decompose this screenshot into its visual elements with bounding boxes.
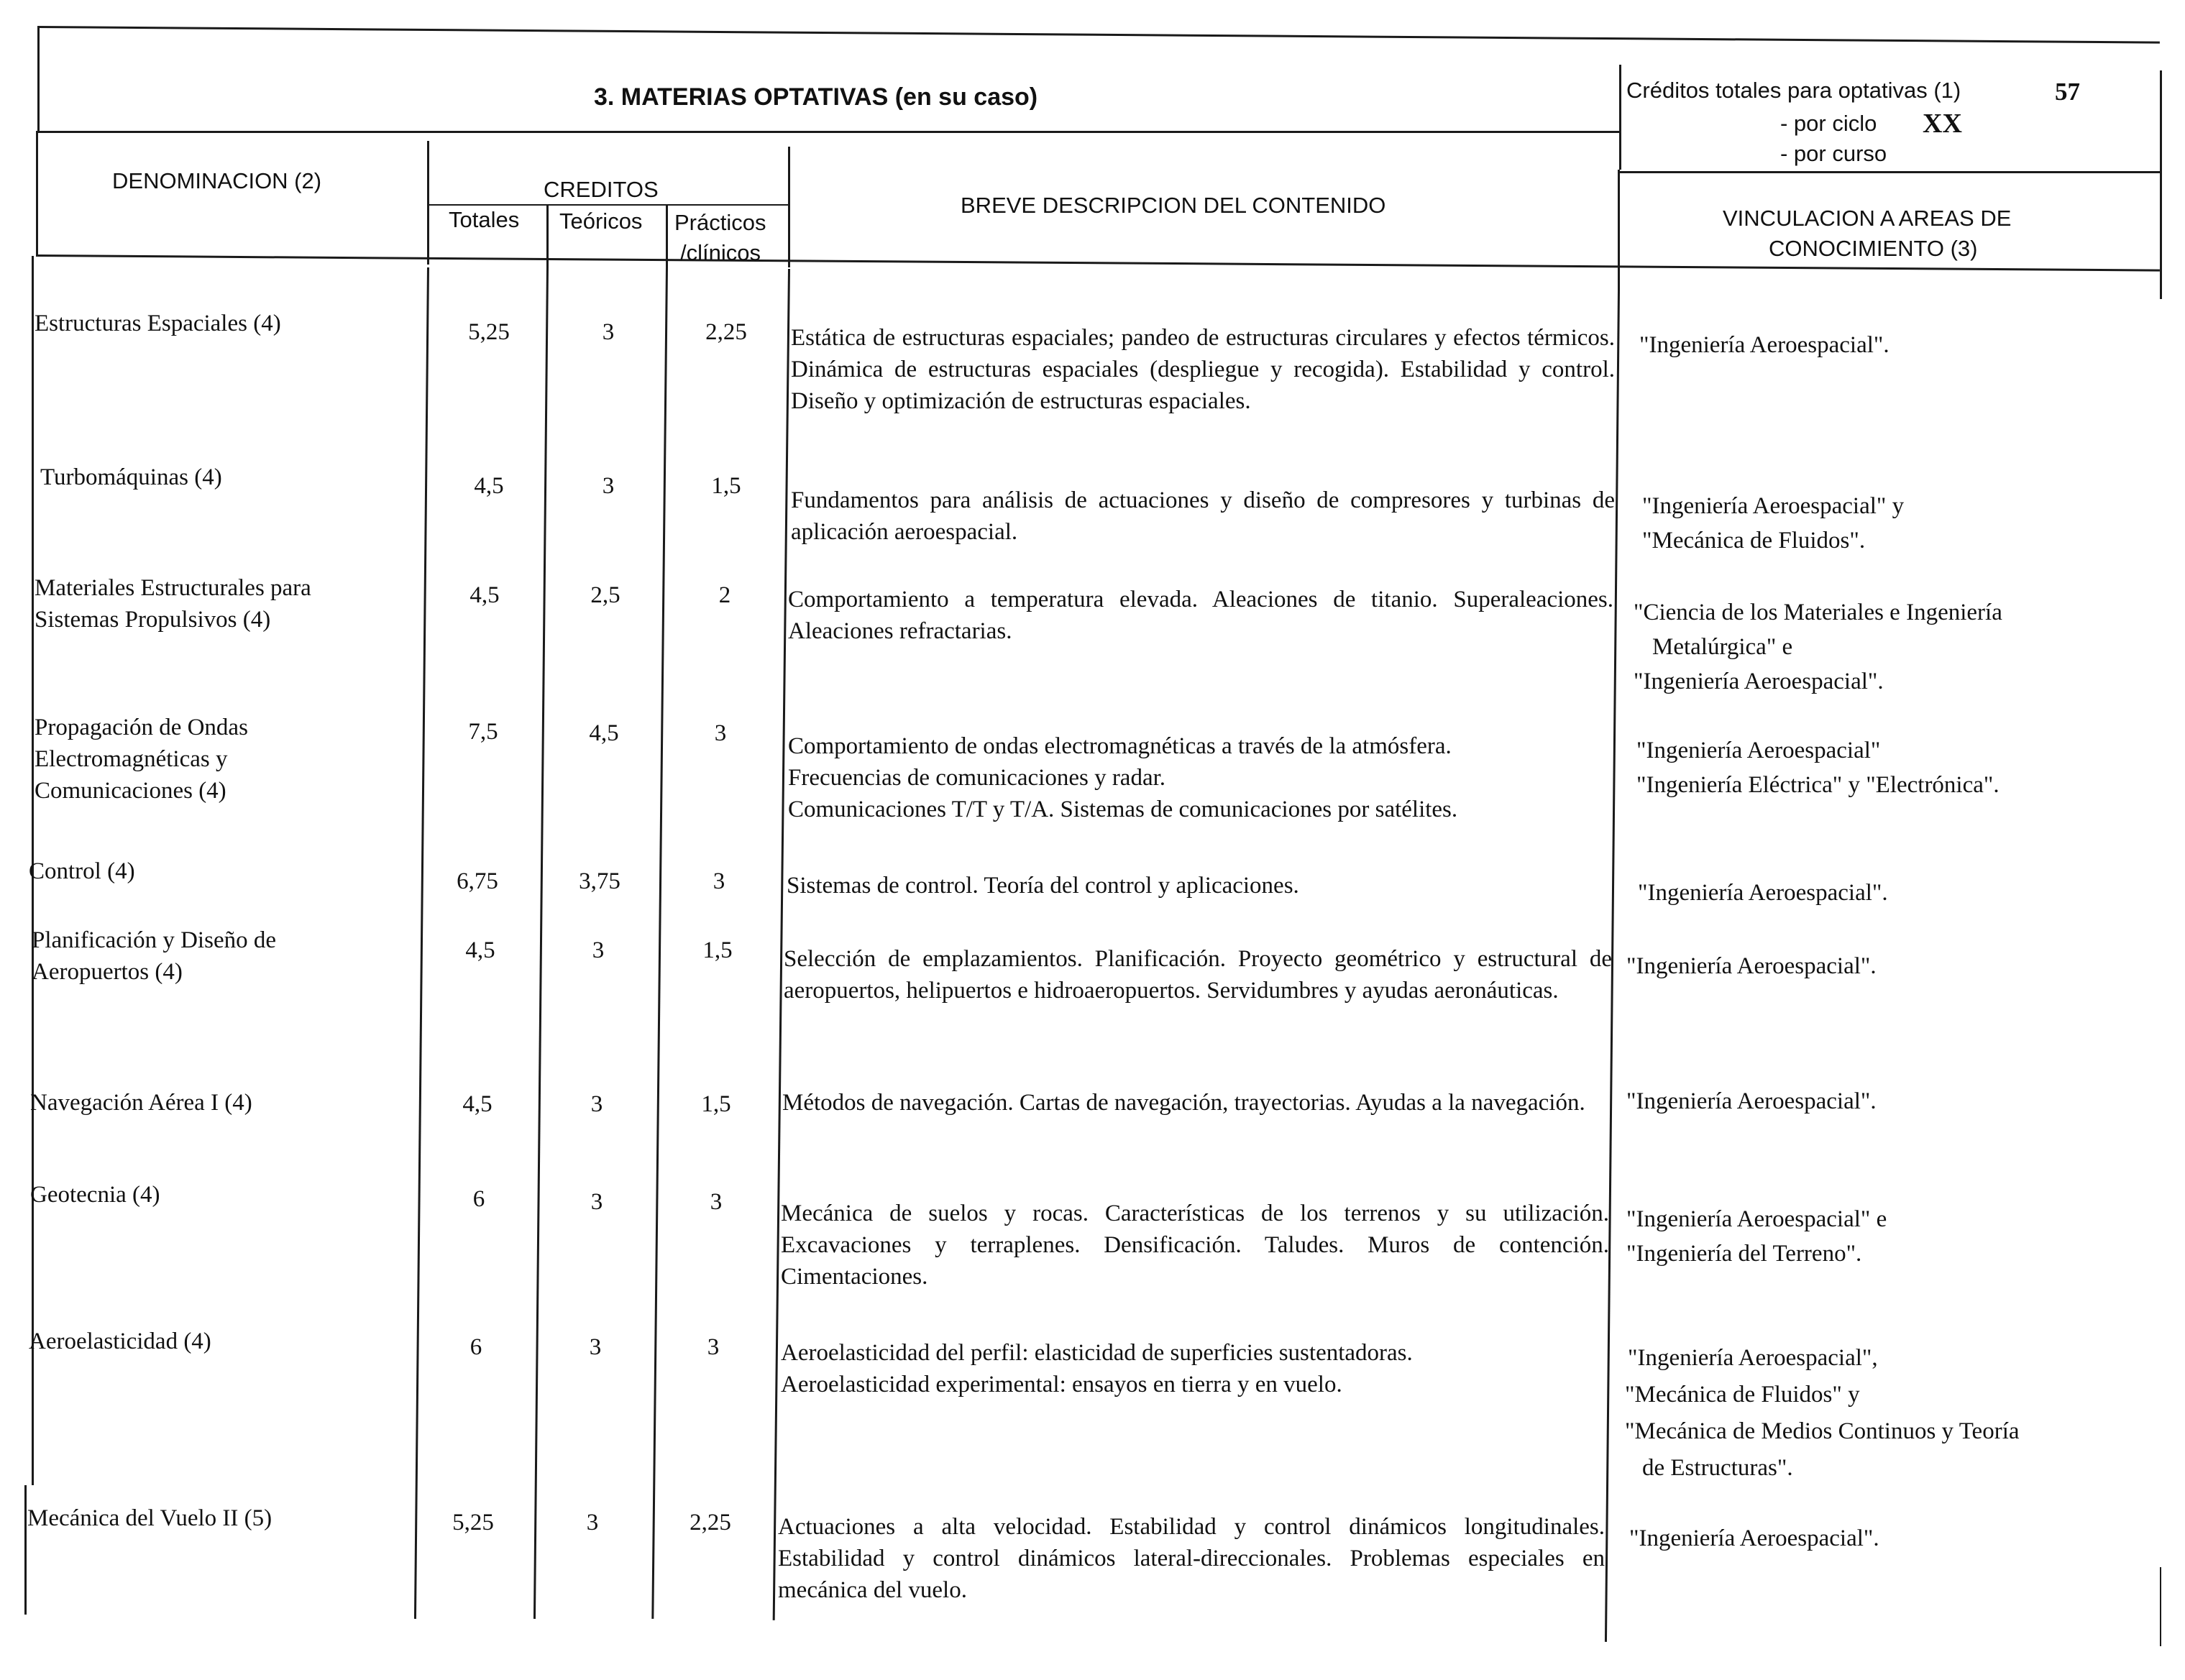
- row-areas: [1638, 876, 1888, 910]
- row-name: Mecánica del Vuelo II (5): [27, 1505, 272, 1531]
- creditos-subheader-line: [427, 204, 789, 206]
- row-totales: 4,5: [469, 582, 500, 608]
- row-name: Propagación de Ondas: [35, 715, 248, 740]
- row-areas: [1634, 595, 2002, 699]
- row-teoricos: 2,5: [590, 582, 620, 608]
- row-description: [781, 1337, 1608, 1400]
- row-teoricos: 4,5: [589, 720, 619, 746]
- row-name: Materiales Estructurales para: [35, 575, 311, 601]
- column-header-practicos: Prácticos: [674, 210, 766, 235]
- row-description: [784, 943, 1612, 1006]
- row-practicos: 2,25: [705, 319, 747, 345]
- area-line: "Ingeniería Aeroespacial".: [1634, 669, 1884, 694]
- row-name: Navegación Aérea I (4): [30, 1090, 252, 1116]
- area-line: "Ingeniería Aeroespacial": [1636, 738, 1881, 763]
- row-practicos: 3: [713, 868, 725, 894]
- description-paragraph: Fundamentos para análisis de actuaciones y diseño de compresores y turbinas de aplicación aeroespacial.: [791, 487, 1615, 545]
- row-practicos: 2,25: [690, 1510, 731, 1536]
- row-name: Sistemas Propulsivos (4): [35, 607, 271, 633]
- description-paragraph: Sistemas de control. Teoría del control y aplicaciones.: [787, 873, 1299, 899]
- row-practicos: 3: [707, 1334, 720, 1360]
- row-description: [791, 485, 1615, 548]
- body-col-divider-1: [414, 267, 429, 1619]
- row-areas: [1626, 1084, 1877, 1119]
- header-col-divider-5: [788, 147, 790, 267]
- row-areas: [1625, 1340, 2020, 1487]
- header-left-border: [36, 131, 38, 254]
- row-totales: 5,25: [468, 319, 510, 345]
- area-line: "Ingeniería Aeroespacial" e: [1626, 1206, 1887, 1232]
- table-top-border: [37, 26, 2160, 44]
- row-totales: 7,5: [468, 719, 498, 745]
- row-practicos: 1,5: [702, 937, 733, 963]
- table-right-border-header: [2160, 70, 2162, 299]
- row-name: Planificación y Diseño de: [32, 927, 276, 953]
- row-areas: [1629, 1521, 1879, 1556]
- description-paragraph: Mecánica de suelos y rocas. Características de los terrenos y su utilización. Excavaciones y terraplenes. Densificación. Taludes. Muros de contención. Cimentaciones.: [781, 1201, 1609, 1290]
- area-line: de Estructuras".: [1642, 1455, 1793, 1481]
- por-ciclo-value: XX: [1923, 109, 1962, 139]
- row-areas: [1636, 733, 2000, 802]
- credits-box-bottom-line: [1619, 171, 2161, 173]
- row-areas: [1626, 1202, 1887, 1271]
- description-paragraph: Comportamiento a temperatura elevada. Aleaciones de titanio. Superaleaciones. Aleaciones refractarias.: [788, 587, 1613, 644]
- row-name: Comunicaciones (4): [35, 778, 226, 804]
- description-paragraph: Comportamiento de ondas electromagnéticas a través de la atmósfera.: [788, 733, 1452, 759]
- row-totales: 6: [469, 1334, 482, 1360]
- row-teoricos: 3,75: [579, 868, 620, 894]
- row-practicos: 1,5: [711, 473, 741, 499]
- column-header-descripcion: BREVE DESCRIPCION DEL CONTENIDO: [961, 193, 1386, 218]
- row-description: [782, 1087, 1611, 1119]
- row-name: Geotecnia (4): [30, 1182, 160, 1208]
- area-line: Metalúrgica" e: [1652, 634, 1793, 660]
- row-teoricos: 3: [602, 473, 615, 499]
- column-header-teoricos: Teóricos: [559, 208, 643, 234]
- header-col-divider-6: [1618, 170, 1620, 290]
- description-paragraph: Frecuencias de comunicaciones y radar.: [788, 765, 1166, 791]
- description-paragraph: Estática de estructuras espaciales; pandeo de estructuras circulares y efectos térmicos. Dinámica de estructuras espaciales (despliegue y recogida). Estabilidad y control. Diseño y optimización de estructuras espaciales.: [791, 325, 1615, 414]
- area-line: "Ingeniería Aeroespacial".: [1629, 1525, 1879, 1551]
- row-description: [791, 322, 1615, 417]
- row-practicos: 3: [714, 720, 727, 746]
- body-left-border-lower: [24, 1485, 27, 1615]
- row-name: Aeropuertos (4): [32, 959, 183, 985]
- row-totales: 4,5: [465, 937, 495, 963]
- description-paragraph: Comunicaciones T/T y T/A. Sistemas de comunicaciones por satélites.: [788, 797, 1458, 822]
- credits-total-label: Créditos totales para optativas (1): [1626, 78, 1961, 103]
- area-line: "Ingeniería Aeroespacial" y: [1642, 493, 1905, 519]
- area-line: "Ciencia de los Materiales e Ingeniería: [1634, 600, 2002, 625]
- page-title: 3. MATERIAS OPTATIVAS (en su caso): [594, 83, 1038, 111]
- row-teoricos: 3: [586, 1510, 599, 1536]
- area-line: "Mecánica de Medios Continuos y Teoría: [1625, 1418, 2020, 1444]
- row-name: Control (4): [29, 858, 135, 884]
- header-col-divider-1: [427, 141, 429, 265]
- column-header-denominacion: DENOMINACION (2): [112, 168, 322, 193]
- area-line: "Mecánica de Fluidos".: [1642, 528, 1866, 554]
- area-line: "Ingeniería Aeroespacial".: [1638, 880, 1888, 906]
- column-header-clinicos: /clínicos: [680, 240, 761, 265]
- row-description: [787, 870, 1613, 901]
- column-header-conocimiento: CONOCIMIENTO (3): [1769, 236, 1978, 261]
- row-totales: 5,25: [452, 1510, 494, 1536]
- row-teoricos: 3: [590, 1091, 603, 1117]
- row-totales: 4,5: [462, 1091, 493, 1117]
- row-name: Turbomáquinas (4): [40, 464, 222, 490]
- area-line: "Ingeniería Aeroespacial".: [1626, 1088, 1877, 1114]
- credits-total-value: 57: [2055, 78, 2080, 106]
- area-line: "Mecánica de Fluidos" y: [1625, 1382, 1860, 1408]
- description-paragraph: Aeroelasticidad del perfil: elasticidad de superficies sustentadoras.: [781, 1340, 1413, 1366]
- row-teoricos: 3: [589, 1334, 602, 1360]
- row-description: [778, 1511, 1605, 1606]
- row-name: Aeroelasticidad (4): [29, 1328, 211, 1354]
- area-line: "Ingeniería Aeroespacial".: [1639, 332, 1889, 358]
- row-practicos: 2: [718, 582, 731, 608]
- row-teoricos: 3: [592, 937, 605, 963]
- row-description: [788, 584, 1613, 647]
- title-bottom-line: [37, 131, 1621, 133]
- row-totales: 4,5: [474, 473, 504, 499]
- area-line: "Ingeniería Aeroespacial".: [1626, 953, 1877, 979]
- row-areas: [1639, 328, 1889, 362]
- row-name: Electromagnéticas y: [35, 746, 228, 772]
- area-line: "Ingeniería Aeroespacial",: [1628, 1345, 1878, 1371]
- column-header-vinculacion: VINCULACION A AREAS DE: [1723, 206, 2012, 231]
- description-paragraph: Aeroelasticidad experimental: ensayos en tierra y en vuelo.: [781, 1372, 1342, 1397]
- row-practicos: 1,5: [701, 1091, 731, 1117]
- header-col-divider-3: [666, 204, 668, 267]
- row-description: [788, 730, 1615, 825]
- title-divider: [1619, 65, 1621, 170]
- description-paragraph: Actuaciones a alta velocidad. Estabilidad y control dinámicos longitudinales. Estabilidad y control dinámicos lateral-direccionales. Problemas especiales en mecánica del vuelo.: [778, 1514, 1605, 1603]
- table-left-border: [37, 27, 40, 132]
- row-teoricos: 3: [602, 319, 615, 345]
- por-curso-label: - por curso: [1780, 141, 1887, 166]
- area-line: "Ingeniería del Terreno".: [1626, 1241, 1862, 1267]
- por-ciclo-label: - por ciclo: [1780, 111, 1877, 136]
- row-totales: 6,75: [457, 868, 498, 894]
- row-totales: 6: [472, 1186, 485, 1212]
- row-areas: [1642, 489, 1904, 558]
- row-practicos: 3: [710, 1189, 723, 1215]
- column-header-creditos: CREDITOS: [544, 177, 659, 202]
- row-areas: [1626, 949, 1877, 983]
- column-header-totales: Totales: [449, 207, 520, 232]
- row-teoricos: 3: [590, 1189, 603, 1215]
- area-line: "Ingeniería Eléctrica" y "Electrónica".: [1636, 772, 2000, 798]
- row-name: Estructuras Espaciales (4): [35, 311, 281, 336]
- row-description: [781, 1198, 1609, 1293]
- description-paragraph: Selección de emplazamientos. Planificación. Proyecto geométrico y estructural de aeropuertos, helipuertos e hidroaeropuertos. Servidumbres y ayudas aeronáuticas.: [784, 946, 1612, 1004]
- description-paragraph: Métodos de navegación. Cartas de navegación, trayectorias. Ayudas a la navegación.: [782, 1090, 1585, 1116]
- body-right-border: [2160, 1567, 2161, 1646]
